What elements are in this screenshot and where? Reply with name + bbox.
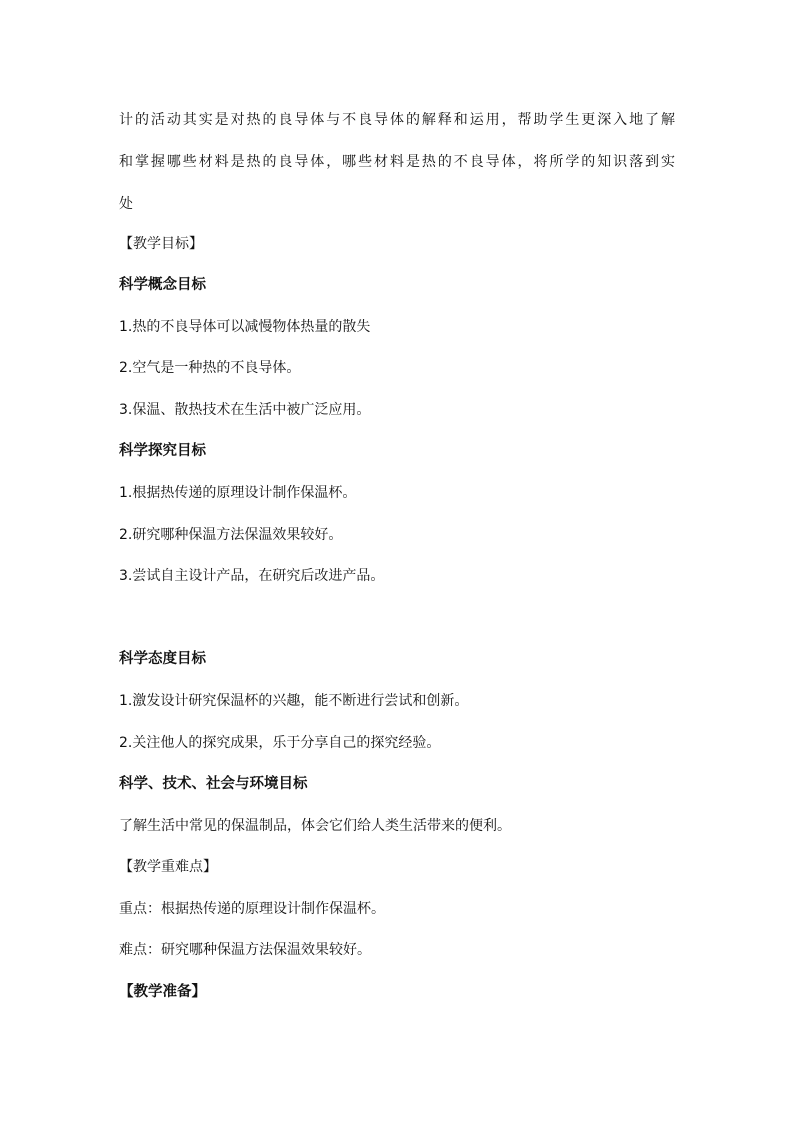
- key-point-focus: 重点：根据热传递的原理设计制作保温杯。: [119, 901, 385, 917]
- key-points-heading: 【教学重难点】: [119, 859, 217, 875]
- objectives-heading: 【教学目标】: [119, 236, 203, 252]
- sts-objective-text: 了解生活中常见的保温制品，体会它们给人类生活带来的便利。: [119, 818, 511, 834]
- concept-objective-3: 3.保温、散热技术在生活中被广泛应用。: [119, 402, 371, 418]
- concept-objectives-heading: 科学概念目标: [119, 277, 206, 293]
- attitude-objective-1: 1.激发设计研究保温杯的兴趣，能不断进行尝试和创新。: [119, 693, 469, 709]
- intro-line-3: 处: [119, 196, 133, 212]
- attitude-objectives-heading: 科学态度目标: [119, 651, 206, 667]
- intro-line-2: 和掌握哪些材料是热的良导体，哪些材料是热的不良导体，将所学的知识落到实: [119, 154, 675, 170]
- intro-line-1: 计的活动其实是对热的良导体与不良导体的解释和运用，帮助学生更深入地了解: [119, 112, 675, 128]
- attitude-objective-2: 2.关注他人的探究成果，乐于分享自己的探究经验。: [119, 735, 441, 751]
- inquiry-objectives-heading: 科学探究目标: [119, 443, 206, 459]
- sts-objectives-heading: 科学、技术、社会与环境目标: [119, 776, 308, 792]
- inquiry-objective-3: 3.尝试自主设计产品，在研究后改进产品。: [119, 568, 385, 584]
- inquiry-objective-1: 1.根据热传递的原理设计制作保温杯。: [119, 485, 357, 501]
- preparation-heading: 【教学准备】: [119, 984, 206, 1000]
- key-point-difficulty: 难点：研究哪种保温方法保温效果较好。: [119, 942, 371, 958]
- concept-objective-2: 2.空气是一种热的不良导体。: [119, 360, 301, 376]
- inquiry-objective-2: 2.研究哪种保温方法保温效果较好。: [119, 527, 343, 543]
- concept-objective-1: 1.热的不良导体可以减慢物体热量的散失: [119, 319, 371, 335]
